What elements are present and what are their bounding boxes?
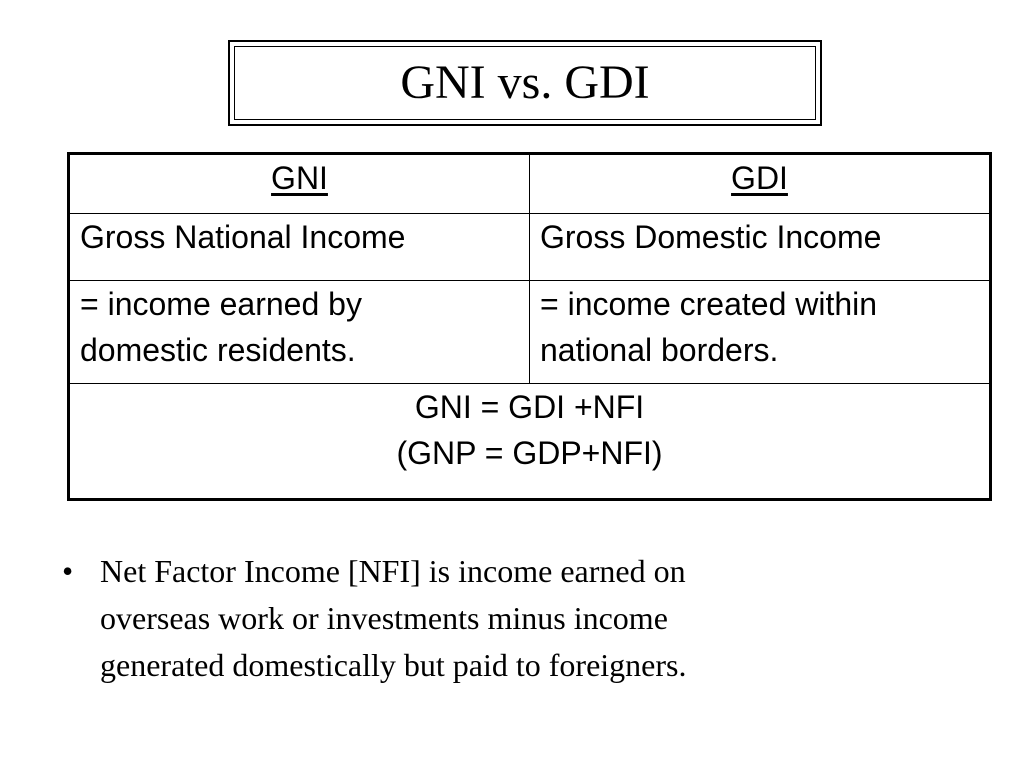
bullet-list (62, 548, 962, 689)
gdi-full-name: Gross Domestic Income (530, 214, 991, 281)
gdi-definition-line: = income created within (540, 286, 878, 322)
formula-cell (69, 384, 991, 500)
header-cell-gdi (530, 154, 991, 214)
slide-title: GNI vs. GDI (400, 56, 650, 109)
title-inner-frame (234, 46, 816, 120)
gni-definition-line: = income earned by (80, 286, 362, 322)
bullet-line: generated domestically but paid to foreigners. (100, 647, 687, 683)
header-cell-gni (69, 154, 530, 214)
gdi-definition (530, 281, 991, 384)
bullet-line: Net Factor Income [NFI] is income earned on (100, 553, 686, 589)
gni-definition-line: domestic residents. (80, 332, 356, 368)
bullet-line: overseas work or investments minus income (100, 600, 668, 636)
list-item (62, 548, 962, 689)
table-header-row (69, 154, 991, 214)
title-frame (228, 40, 822, 126)
formula-gni: GNI = GDI +NFI (414, 389, 645, 425)
table-row-full-name (69, 214, 991, 281)
header-gdi: GDI (731, 160, 788, 196)
gni-full-name: Gross National Income (69, 214, 530, 281)
comparison-table (67, 152, 992, 501)
formula-gnp: (GNP = GDP+NFI) (396, 435, 663, 471)
bullet-marker: • (62, 553, 74, 589)
header-gni: GNI (271, 160, 328, 196)
table-row-definition (69, 281, 991, 384)
gdi-definition-line: national borders. (540, 332, 779, 368)
table-row-formula (69, 384, 991, 500)
gni-definition (69, 281, 530, 384)
